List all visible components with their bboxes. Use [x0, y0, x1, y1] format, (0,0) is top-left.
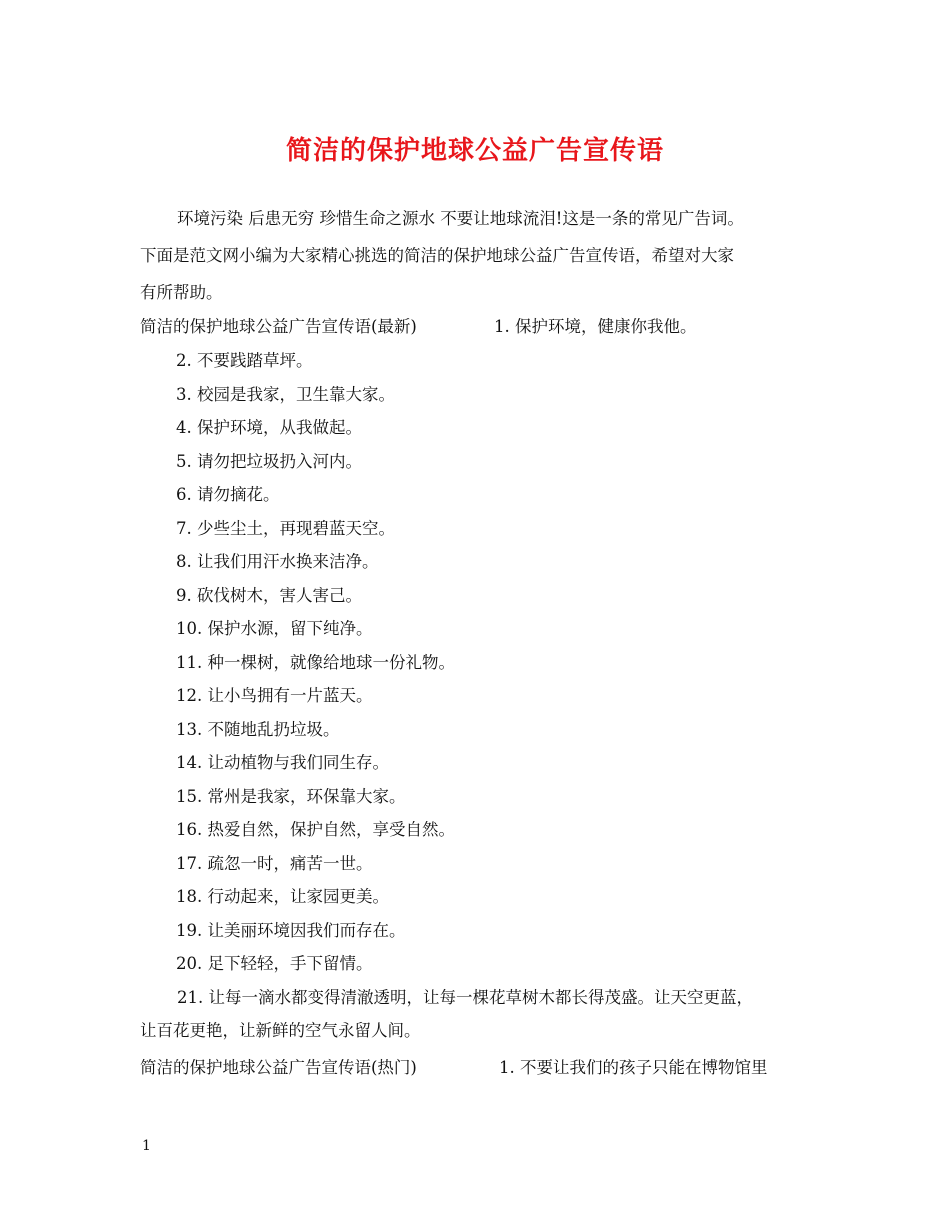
- intro-line-1: 环境污染 后患无穷 珍惜生命之源水 不要让地球流泪!这是一条的常见广告词。: [177, 209, 744, 228]
- list-item: 17. 疏忽一时，痛苦一世。: [176, 853, 373, 873]
- list-item: 10. 保护水源，留下纯净。: [176, 619, 373, 638]
- list-item: 16. 热爱自然，保护自然，享受自然。: [176, 820, 455, 839]
- list-item-21-line-2: 让百花更艳，让新鲜的空气永留人间。: [140, 1021, 421, 1040]
- list-item: 4. 保护环境，从我做起。: [176, 418, 362, 437]
- list-item-21-line-1: 21. 让每一滴水都变得清澈透明，让每一棵花草树木都长得茂盛。让天空更蓝，: [177, 988, 753, 1007]
- intro-line-3: 有所帮助。: [140, 283, 223, 302]
- page-number: 1: [142, 1138, 151, 1154]
- list-item: 6. 请勿摘花。: [176, 485, 280, 504]
- section-latest-first-item: 1. 保护环境，健康你我他。: [494, 317, 697, 336]
- list-item: 9. 砍伐树木，害人害己。: [176, 585, 362, 605]
- list-item: 14. 让动植物与我们同生存。: [176, 753, 389, 772]
- document-title: 简洁的保护地球公益广告宣传语: [285, 136, 664, 166]
- section-heading-latest: 简洁的保护地球公益广告宣传语(最新): [140, 317, 417, 336]
- intro-line-2: 下面是范文网小编为大家精心挑选的简洁的保护地球公益广告宣传语，希望对大家: [140, 246, 734, 265]
- section-hot-first-item: 1. 不要让我们的孩子只能在博物馆里: [499, 1058, 768, 1077]
- list-item: 2. 不要践踏草坪。: [176, 351, 313, 370]
- list-item: 19. 让美丽环境因我们而存在。: [176, 920, 406, 940]
- list-item: 5. 请勿把垃圾扔入河内。: [176, 451, 362, 471]
- list-item: 12. 让小鸟拥有一片蓝天。: [176, 686, 373, 705]
- list-item: 8. 让我们用汗水换来洁净。: [176, 552, 379, 571]
- list-item: 7. 少些尘土，再现碧蓝天空。: [176, 518, 395, 538]
- list-item: 18. 行动起来，让家园更美。: [176, 887, 389, 906]
- list-item: 15. 常州是我家，环保靠大家。: [176, 786, 406, 806]
- list-item: 20. 足下轻轻，手下留情。: [176, 954, 373, 973]
- section-heading-hot: 简洁的保护地球公益广告宣传语(热门): [140, 1058, 417, 1077]
- list-item: 13. 不随地乱扔垃圾。: [176, 719, 340, 739]
- list-item: 3. 校园是我家，卫生靠大家。: [176, 384, 395, 404]
- list-item: 11. 种一棵树，就像给地球一份礼物。: [176, 652, 455, 672]
